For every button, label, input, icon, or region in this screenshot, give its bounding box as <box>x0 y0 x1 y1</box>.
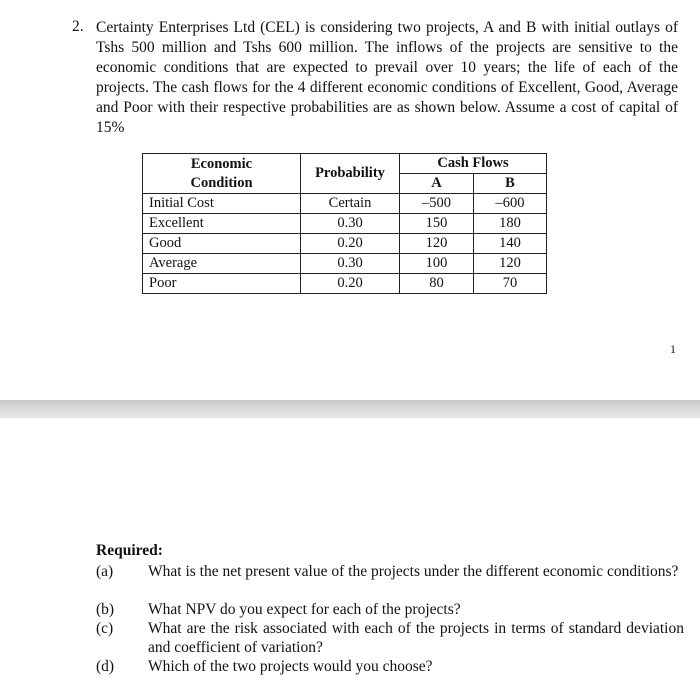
table-row <box>143 234 547 254</box>
required-item-label: (c) <box>96 620 114 637</box>
table-row <box>143 274 547 294</box>
required-item <box>96 619 684 657</box>
probability-cell: Certain <box>301 194 400 214</box>
header-project-b: B <box>474 174 547 194</box>
header-economic-condition <box>143 154 301 194</box>
question-number: 2. <box>72 18 84 35</box>
cashflow-a-cell: 150 <box>400 214 474 234</box>
probability-cell: 0.30 <box>301 254 400 274</box>
header-probability: Probability <box>301 154 400 194</box>
condition-cell: Average <box>143 254 301 274</box>
condition-cell: Initial Cost <box>143 194 301 214</box>
cash-flow-table <box>142 153 547 294</box>
condition-cell: Poor <box>143 274 301 294</box>
required-item-text: What are the risk associated with each of the projects in terms of standard deviation and coefficient of variation? <box>148 620 684 656</box>
header-cash-flows: Cash Flows <box>400 154 547 174</box>
required-item-text: What NPV do you expect for each of the projects? <box>148 601 461 618</box>
page-divider <box>0 400 700 418</box>
cashflow-a-cell: 120 <box>400 234 474 254</box>
page-two <box>0 418 700 686</box>
required-item-label: (a) <box>96 563 114 580</box>
page-number: 1 <box>670 342 676 356</box>
table-row <box>143 194 547 214</box>
required-item <box>96 562 684 600</box>
condition-cell: Excellent <box>143 214 301 234</box>
probability-cell: 0.20 <box>301 274 400 294</box>
required-item-label: (b) <box>96 601 115 618</box>
cashflow-b-cell: 140 <box>474 234 547 254</box>
cashflow-a-cell: 100 <box>400 254 474 274</box>
cashflow-a-cell: –500 <box>400 194 474 214</box>
cashflow-b-cell: 70 <box>474 274 547 294</box>
probability-cell: 0.20 <box>301 234 400 254</box>
required-heading: Required: <box>96 542 163 559</box>
cashflow-b-cell: 180 <box>474 214 547 234</box>
required-item <box>96 657 684 676</box>
table-row <box>143 214 547 234</box>
required-item-label: (d) <box>96 658 115 675</box>
required-item-text: Which of the two projects would you choose? <box>148 658 433 675</box>
question-text: Certainty Enterprises Ltd (CEL) is considering two projects, A and B with initial outlays of Tshs 500 million and Tshs 600 million. The inflows of the projects are sensitive to the economic conditions that are expected to prevail over 10 years; the life of each of the projects. The cash flows for the 4 different economic conditions of Excellent, Good, Average and Poor with their respective probabilities are as shown below. Assume a cost of capital of 15% <box>96 19 678 136</box>
header-project-a: A <box>400 174 474 194</box>
required-item-text: What is the net present value of the projects under the different economic conditions? <box>148 563 679 580</box>
required-item <box>96 600 684 619</box>
header-condition-line2: Condition <box>190 174 253 191</box>
header-condition-line1: Economic <box>190 155 253 172</box>
cashflow-a-cell: 80 <box>400 274 474 294</box>
probability-cell: 0.30 <box>301 214 400 234</box>
table-header-row <box>143 154 547 174</box>
condition-cell: Good <box>143 234 301 254</box>
cashflow-b-cell: 120 <box>474 254 547 274</box>
table-row <box>143 254 547 274</box>
cashflow-b-cell: –600 <box>474 194 547 214</box>
